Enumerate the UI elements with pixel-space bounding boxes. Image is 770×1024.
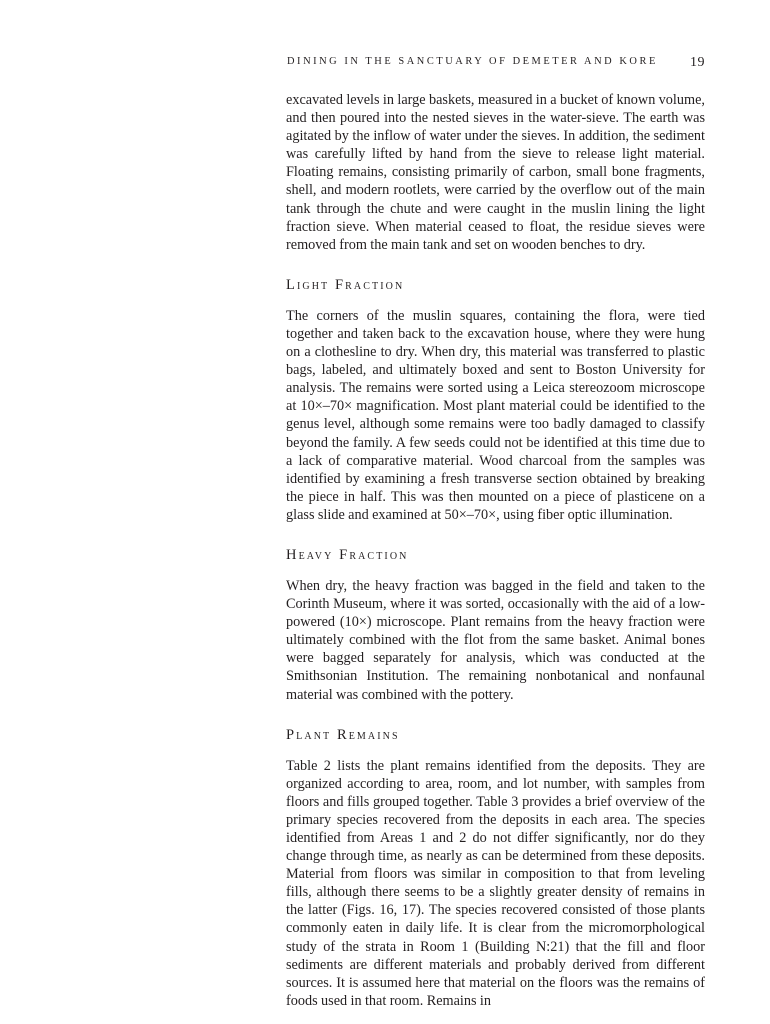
intro-paragraph: excavated levels in large baskets, measured in a bucket of known volume, and then poured into the nested sieves in the water-sieve. The earth was agitated by the inflow of water under the sieves. In addition, the sediment was carefully lifted by hand from the sieve to release light material. Floating remains, consisting primarily of carbon, small bone fragments, shell, and modern rootlets, were carried by the overflow out of the main tank through the chute and were caught in the muslin lining the light fraction sieve. When material ceased to float, the residue sieves were removed from the main tank and set on wooden benches to dry.	[286, 92, 705, 253]
running-title: DINING IN THE SANCTUARY OF DEMETER AND KORE	[287, 56, 658, 67]
section-heading-heavy-fraction: Heavy Fraction	[286, 546, 409, 563]
page-number: 19	[690, 55, 705, 70]
plant-remains-paragraph: Table 2 lists the plant remains identified from the deposits. They are organized according to area, room, and lot number, with samples from floors and fills grouped together. Table 3 provides a brief overview of the primary species recovered from the deposits in each area. The species identified from Areas 1 and 2 do not differ significantly, nor do they change through time, as nearly as can be determined from these deposits. Material from floors was similar in composition to that from leveling fills, although there seems to be a slightly greater density of remains in the latter (Figs. 16, 17). The species recovered consisted of those plants commonly eaten in daily life. It is clear from the micromorphological study of the strata in Room 1 (Building N:21) that the fill and floor sediments are different materials and probably derived from different sources. It is assumed here that material on the floors was the remains of foods used in that room. Remains in	[286, 757, 705, 1009]
section-heading-plant-remains: Plant Remains	[286, 726, 400, 743]
text-column	[286, 91, 705, 1010]
light-fraction-paragraph: The corners of the muslin squares, containing the flora, were tied together and taken back to the excavation house, where they were hung on a clothesline to dry. When dry, this material was transferred to plastic bags, labeled, and ultimately boxed and sent to Boston University for analysis. The remains were sorted using a Leica stereozoom microscope at 10×–70× magnification. Most plant material could be identified to the genus level, although some remains were too badly damaged to classify beyond the family. A few seeds could not be identified at this time due to a lack of comparative material. Wood charcoal from the samples was identified by examining a fresh transverse section obtained by breaking the piece in half. This was then mounted on a piece of plasticene on a glass slide and examined at 50×–70×, using fiber optic illumination.	[286, 307, 705, 523]
section-heading-light-fraction: Light Fraction	[286, 276, 405, 293]
heavy-fraction-paragraph: When dry, the heavy fraction was bagged in the field and taken to the Corinth Museum, where it was sorted, occasionally with the aid of a low-powered (10×) microscope. Plant remains from the heavy fraction were ultimately combined with the flot from the same basket. Animal bones were bagged separately for analysis, which was conducted at the Smithsonian Institution. The remaining nonbotanical and nonfaunal material was combined with the pottery.	[286, 577, 705, 703]
running-head	[287, 56, 705, 74]
